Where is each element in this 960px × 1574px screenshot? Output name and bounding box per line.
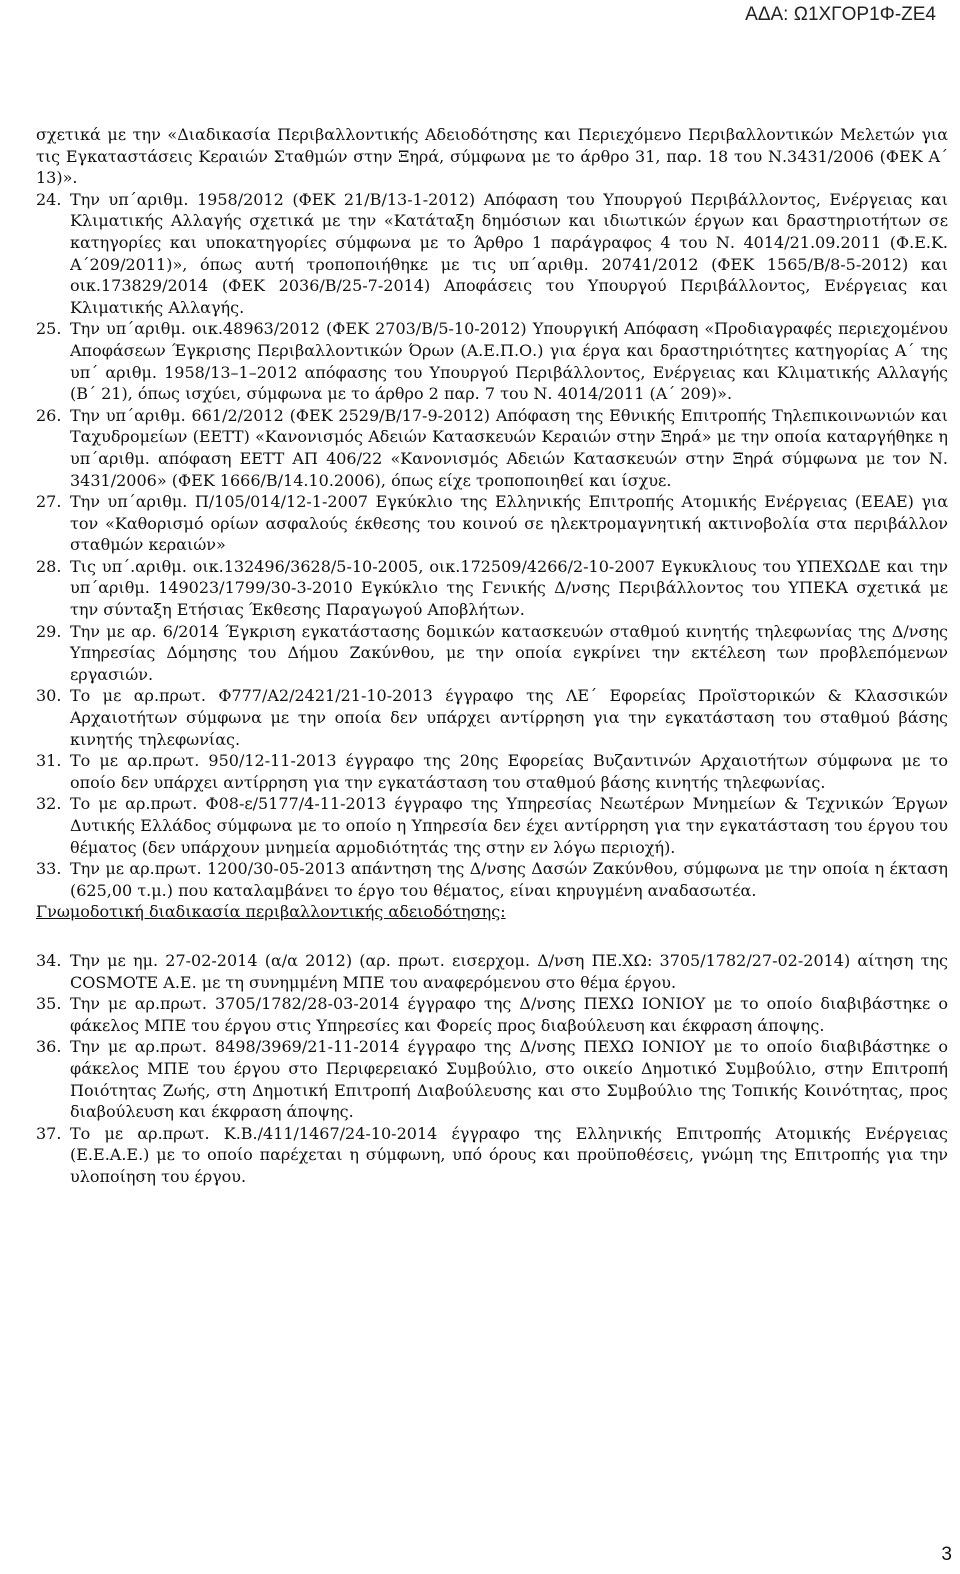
item-number: 29. xyxy=(36,621,62,641)
list-item xyxy=(36,993,948,1036)
list-items-opinion xyxy=(36,950,948,1188)
item-text: Την με αρ.πρωτ. 3705/1782/28-03-2014 έγγραφο της Δ/νσης ΠΕΧΩ ΙΟΝΙΟΥ με το οποίο διαβιβάστηκε ο φάκελος ΜΠΕ του έργου στις Υπηρεσίες και Φορείς προς διαβούλευση και έκφραση άποψης. xyxy=(70,994,948,1035)
item-number: 25. xyxy=(36,319,62,339)
item-text: Το με αρ.πρωτ. Φ777/Α2/2421/21-10-2013 έγγραφο της ΛΕ΄ Εφορείας Προϊστορικών & Κλασσικών Αρχαιοτήτων σύμφωνα με την οποία δεν υπάρχει αντίρρηση για την εγκατάσταση του σταθμού βάσης κινητής τηλεφωνίας. xyxy=(70,686,948,749)
page-number: 3 xyxy=(941,1544,952,1565)
list-item xyxy=(36,556,948,621)
intro-paragraph: σχετικά με την «Διαδικασία Περιβαλλοντικής Αδειοδότησης και Περιεχόμενο Περιβαλλοντικών Μελετών για τις Εγκαταστάσεις Κεραιών Σταθμών στην Ξηρά, σύμφωνα με το άρθρο 31, παρ. 18 του Ν.3431/2006 (ΦΕΚ Α΄ 13)». xyxy=(36,125,948,188)
list-item xyxy=(36,1123,948,1188)
item-number: 36. xyxy=(36,1037,62,1057)
item-text: Την υπ΄αριθμ. 661/2/2012 (ΦΕΚ 2529/Β/17-9-2012) Απόφαση της Εθνικής Επιτροπής Τηλεπικοινωνιών και Ταχυδρομείων (ΕΕΤΤ) «Κανονισμός Αδειών Κατασκευών Κεραιών στην Ξηρά» με την οποία καταργήθηκε η υπ΄αριθμ. απόφαση ΕΕΤΤ ΑΠ 406/22 «Κανονισμός Αδειών Κατασκευών στην Ξηρά σύμφωνα με τον Ν. 3431/2006» (ΦΕΚ 1666/Β/14.10.2006), όπως είχε τροποποιηθεί και ίσχυε. xyxy=(70,405,948,490)
list-item xyxy=(36,858,948,901)
list-item xyxy=(36,793,948,858)
list-item xyxy=(36,950,948,993)
item-text: Το με αρ.πρωτ. 950/12-11-2013 έγγραφο της 20ης Εφορείας Βυζαντινών Αρχαιοτήτων σύμφωνα με το οποίο δεν υπάρχει αντίρρηση για την εγκατάσταση του σταθμού βάσης κινητής τηλεφωνίας. xyxy=(70,751,948,792)
item-number: 24. xyxy=(36,189,62,209)
list-items xyxy=(36,189,948,902)
list-item xyxy=(36,189,948,319)
list-item xyxy=(36,491,948,556)
item-text: Την υπ΄αριθμ. 1958/2012 (ΦΕΚ 21/Β/13-1-2012) Απόφαση του Υπουργού Περιβάλλοντος, Ενέργειας και Κλιματικής Αλλαγής σχετικά με την «Κατάταξη δημόσιων και ιδιωτικών έργων και δραστηριοτήτων σε κατηγορίες και υποκατηγορίες σύμφωνα με το Άρθρο 1 παράγραφος 4 του Ν. 4014/21.09.2011 (Φ.Ε.Κ. Α΄209/2011)», όπως αυτή τροποποιήθηκε με τις υπ΄αριθμ. 20741/2012 (ΦΕΚ 1565/Β/8-5-2012) και οικ.173829/2014 (ΦΕΚ 2036/Β/25-7-2014) Αποφάσεις του Υπουργού Περιβάλλοντος, Ενέργειας και Κλιματικής Αλλαγής. xyxy=(70,189,948,317)
item-text: Την με ημ. 27-02-2014 (α/α 2012) (αρ. πρωτ. εισερχομ. Δ/νση ΠΕ.ΧΩ: 3705/1782/27-02-2014) αίτηση της COSMOTE Α.Ε. με τη συνημμένη ΜΠΕ του αναφερόμενου στο θέμα έργου. xyxy=(70,950,948,992)
item-number: 28. xyxy=(36,556,62,576)
item-number: 33. xyxy=(36,859,62,879)
item-number: 34. xyxy=(36,950,62,970)
item-number: 37. xyxy=(36,1123,62,1143)
list-item xyxy=(36,318,948,404)
item-number: 30. xyxy=(36,686,62,706)
section-heading: Γνωμοδοτική διαδικασία περιβαλλοντικής αδειοδότησης: xyxy=(36,902,506,922)
item-number: 31. xyxy=(36,751,62,771)
document-body xyxy=(36,124,948,1188)
item-text: Την υπ΄αριθμ. Π/105/014/12-1-2007 Εγκύκλιο της Ελληνικής Επιτροπής Ατομικής Ενέργειας (ΕΕΑΕ) για τον «Καθορισμό ορίων ασφαλούς έκθεσης του κοινού σε ηλεκτρομαγνητική ακτινοβολία στα περιβάλλον σταθμών κεραιών» xyxy=(70,492,948,555)
item-number: 27. xyxy=(36,492,62,512)
item-text: Την με αρ. 6/2014 Έγκριση εγκατάστασης δομικών κατασκευών σταθμού κινητής τηλεφωνίας της Δ/νσης Υπηρεσίας Δόμησης του Δήμου Ζακύνθου, με την οποία εγκρίνει την εκτέλεση των προβλεπόμενων εργασιών. xyxy=(70,621,948,684)
list-item xyxy=(36,750,948,793)
item-text: Την με αρ.πρωτ. 8498/3969/21-11-2014 έγγραφο της Δ/νσης ΠΕΧΩ ΙΟΝΙΟΥ με το οποίο διαβιβάστηκε ο φάκελος ΜΠΕ του έργου στο Περιφερειακό Συμβούλιο, στο οικείο Δημοτικό Συμβούλιο, στην Επιτροπή Ποιότητας Ζωής, στη Δημοτική Επιτροπή Διαβούλευσης και στο Συμβούλιο της Τοπικής Κοινότητας, προς διαβούλευση και έκφραση άποψης. xyxy=(70,1037,948,1122)
ada-code: ΑΔΑ: Ω1ΧΓΟΡ1Φ-ΖΕ4 xyxy=(745,4,936,25)
item-text: Την με αρ.πρωτ. 1200/30-05-2013 απάντηση της Δ/νσης Δασών Ζακύνθου, σύμφωνα με την οποία η έκταση (625,00 τ.μ.) που καταλαμβάνει το έργο του θέματος, είναι κηρυγμένη αναδασωτέα. xyxy=(70,859,948,900)
item-text: Το με αρ.πρωτ. Κ.Β./411/1467/24-10-2014 έγγραφο της Ελληνικής Επιτροπής Ατομικής Ενέργειας (Ε.Ε.Α.Ε.) με το οποίο παρέχεται η σύμφωνη, υπό όρους και προϋποθέσεις, γνώμη της Επιτροπής για την υλοποίηση του έργου. xyxy=(70,1123,948,1186)
item-text: Τις υπ΄.αριθμ. οικ.132496/3628/5-10-2005, οικ.172509/4266/2-10-2007 Εγκυκλιους του ΥΠΕΧΩΔΕ και την υπ΄αριθμ. 149023/1799/30-3-2010 Εγκύκλιο της Γενικής Δ/νσης Περιβάλλοντος του ΥΠΕΚΑ σχετικά με την σύνταξη Ετήσιας Έκθεσης Παραγωγού Αποβλήτων. xyxy=(70,556,948,620)
list-item xyxy=(36,685,948,750)
item-number: 26. xyxy=(36,405,62,425)
list-item xyxy=(36,1036,948,1122)
list-item xyxy=(36,621,948,686)
item-text: Το με αρ.πρωτ. Φ08-ε/5177/4-11-2013 έγγραφο της Υπηρεσίας Νεωτέρων Μνημείων & Τεχνικών Έργων Δυτικής Ελλάδος σύμφωνα με το οποίο η Υπηρεσία δεν έχει αντίρρηση για την εγκατάσταση του έργου του θέματος (δεν υπάρχουν μνημεία αρμοδιότητάς της στην εν λόγω περιοχή). xyxy=(70,794,948,857)
list-item xyxy=(36,405,948,491)
item-number: 32. xyxy=(36,794,62,814)
item-text: Την υπ΄αριθμ. οικ.48963/2012 (ΦΕΚ 2703/Β/5-10-2012) Υπουργική Απόφαση «Προδιαγραφές περιεχομένου Αποφάσεων Έγκρισης Περιβαλλοντικών Όρων (Α.Ε.Π.Ο.) για έργα και δραστηριότητες κατηγορίας Α΄ της υπ΄ αριθμ. 1958/13–1–2012 απόφασης του Υπουργού Περιβάλλοντος, Ενέργειας και Κλιματικής Αλλαγής (Β΄ 21), όπως ισχύει, σύμφωνα με το άρθρο 2 παρ. 7 του Ν. 4014/2011 (Α΄ 209)». xyxy=(70,319,948,404)
item-number: 35. xyxy=(36,994,62,1014)
